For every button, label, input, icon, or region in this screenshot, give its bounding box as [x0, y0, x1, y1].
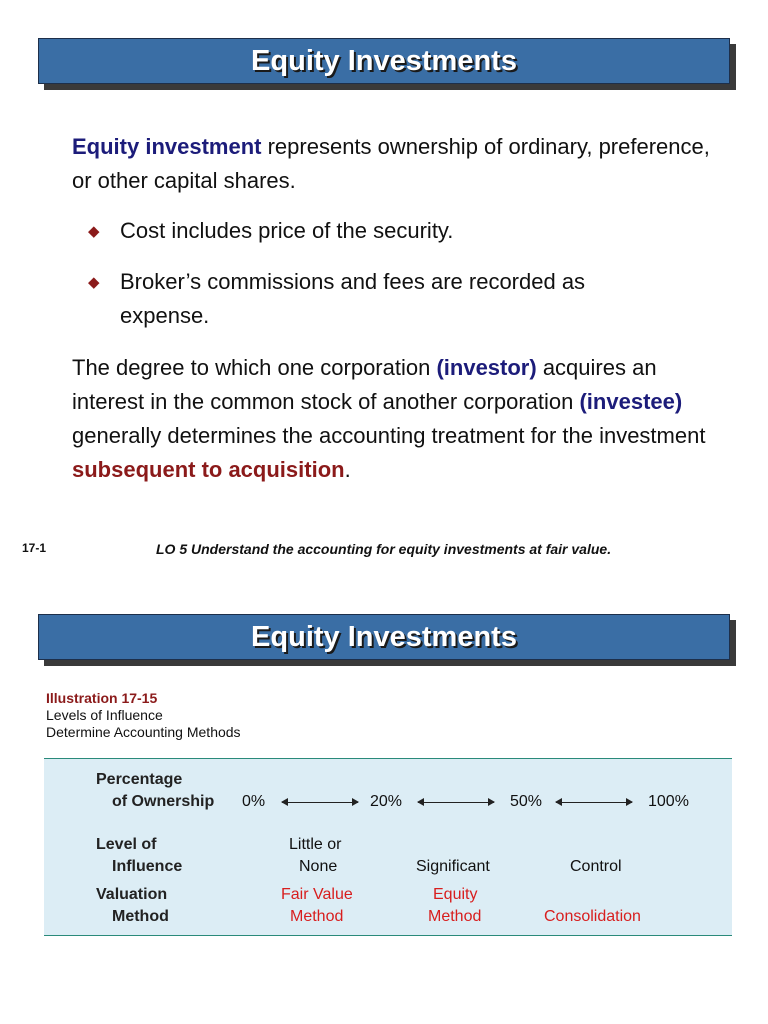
- double-arrow-icon: [556, 802, 632, 803]
- double-arrow-icon: [418, 802, 494, 803]
- valuation-equity-line1: Equity: [433, 886, 478, 903]
- influence-label-2: Influence: [112, 858, 183, 875]
- influence-control: Control: [570, 858, 622, 875]
- pct-label-2: of Ownership: [112, 793, 215, 810]
- valuation-equity-line2: Method: [428, 908, 482, 925]
- degree-text-b: acquires an interest in the common stock of another corporation: [72, 355, 657, 414]
- valuation-label-1: Valuation: [96, 886, 168, 903]
- diamond-bullet-icon: ◆: [88, 223, 100, 240]
- slide-number: 17-1: [22, 541, 47, 555]
- influence-little-line1: Little or: [289, 836, 342, 853]
- influence-table: [44, 758, 732, 936]
- illustration-line-2: Determine Accounting Methods: [46, 724, 241, 740]
- pct-value-20: 20%: [370, 793, 403, 810]
- illustration-line-1: Levels of Influence: [46, 707, 163, 723]
- illustration-number: Illustration 17-15: [46, 690, 158, 706]
- double-arrow-icon: [282, 802, 358, 803]
- degree-paragraph: [72, 351, 732, 487]
- slide1-title-banner: [38, 38, 732, 86]
- illustration-caption: [46, 690, 241, 741]
- influence-little-line2: None: [299, 858, 338, 875]
- pct-value-100: 100%: [648, 793, 689, 810]
- degree-text-a: The degree to which one corporation: [72, 355, 437, 380]
- title-bar: [38, 614, 730, 660]
- learning-objective: LO 5 Understand the accounting for equity investments at fair value.: [156, 541, 612, 557]
- slide1-title: Equity Investments: [251, 44, 517, 77]
- influence-significant: Significant: [416, 858, 490, 875]
- pct-value-50: 50%: [510, 793, 543, 810]
- intro-text: represents ownership of ordinary, preference, or other capital shares.: [72, 134, 710, 193]
- bullet-item-broker: Broker’s commissions and fees are recorded as expense.: [120, 269, 586, 328]
- diamond-bullet-icon: ◆: [88, 274, 100, 291]
- pct-label-1: Percentage: [96, 771, 183, 788]
- title-bar: [38, 38, 730, 84]
- subsequent-term: subsequent to acquisition: [72, 457, 345, 482]
- intro-term: Equity investment: [72, 134, 262, 159]
- valuation-fair-line2: Method: [290, 908, 344, 925]
- intro-paragraph: [72, 130, 722, 198]
- slide2-title: Equity Investments: [251, 620, 517, 653]
- influence-label-1: Level of: [96, 836, 157, 853]
- slide2-title-banner: [38, 614, 732, 662]
- valuation-consolidation: Consolidation: [544, 908, 641, 925]
- degree-text-c: generally determines the accounting treatment for the investment: [72, 423, 706, 448]
- bullet-item-cost: Cost includes price of the security.: [120, 218, 454, 243]
- valuation-label-2: Method: [112, 908, 169, 925]
- pct-value-0: 0%: [242, 793, 266, 810]
- investee-term: (investee): [579, 389, 683, 414]
- degree-text-d: .: [344, 457, 351, 482]
- investor-term: (investor): [436, 355, 537, 380]
- valuation-fair-line1: Fair Value: [281, 886, 353, 903]
